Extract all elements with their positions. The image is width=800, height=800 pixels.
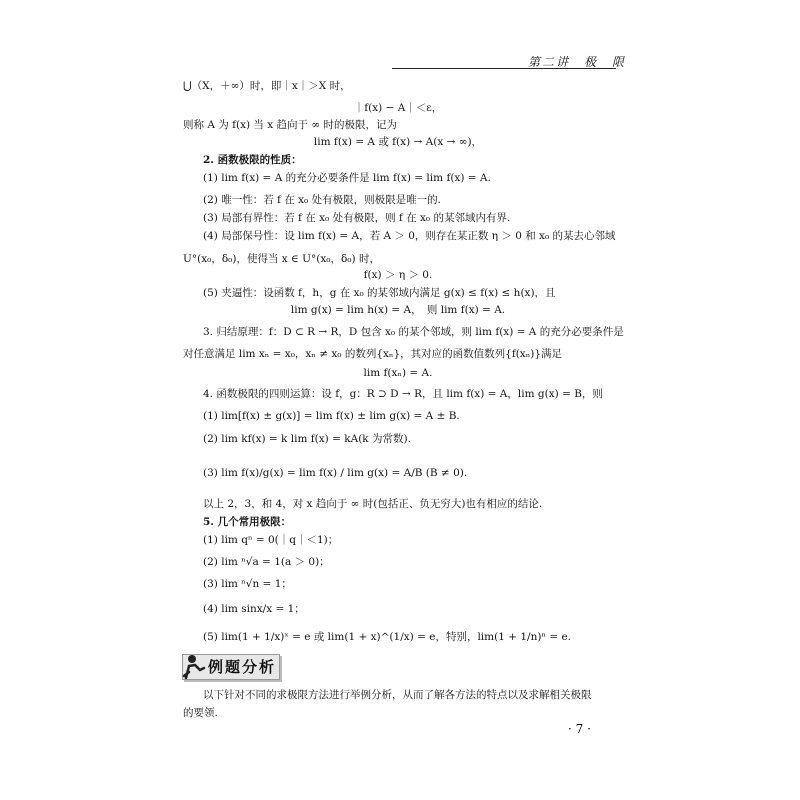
- text-line: (1) lim f(x) = A 的充分必要条件是 lim f(x) = lim f(x) = A.: [203, 172, 491, 184]
- text-line: U°(x₀，δ₀)，使得当 x ∈ U°(x₀，δ₀) 时，: [183, 253, 380, 265]
- text-line: (5) 夹逼性：设函数 f，h，g 在 x₀ 的某邻域内满足 g(x) ≤ f(x) ≤ h(x)，且: [203, 287, 556, 299]
- text-line: (3) 局部有界性：若 f 在 x₀ 处有极限，则 f 在 x₀ 的某邻域内有界.: [203, 212, 511, 224]
- text-line: (2) 唯一性：若 f 在 x₀ 处有极限，则极限是唯一的.: [203, 194, 441, 206]
- text-line: 以上 2，3，和 4，对 x 趋向于 ∞ 时(包括正、负无穷大)也有相应的结论.: [203, 498, 543, 510]
- text-line: 对任意满足 lim xₙ = x₀，xₙ ≠ x₀ 的数列{xₙ}，其对应的函数值数列{f(xₙ)}满足: [183, 348, 563, 360]
- text-line: (3) lim f(x)/g(x) = lim f(x) / lim g(x) = A/B (B ≠ 0).: [203, 467, 468, 479]
- text-line: 以下针对不同的求极限方法进行举例分析，从而了解各方法的特点以及求解相关极限: [203, 689, 592, 701]
- section-heading: 5. 几个常用极限：: [203, 516, 292, 528]
- text-line: (1) lim qⁿ = 0(｜q｜＜1)；: [203, 534, 339, 546]
- text-line: (2) lim kf(x) = k lim f(x) = kA(k 为常数).: [203, 433, 411, 445]
- text-line: 的要领.: [183, 707, 218, 719]
- formula-line: ｜f(x) − A｜＜ε，: [353, 102, 443, 114]
- page-number: · 7 ·: [568, 722, 591, 736]
- text-line: 4. 函数极限的四则运算：设 f，g：R ⊃ D → R，且 lim f(x) = A，lim g(x) = B，则: [203, 388, 603, 400]
- thinking-figure-icon: [180, 652, 208, 680]
- formula-line: lim f(xₙ) = A.: [363, 367, 433, 379]
- formula-line: lim g(x) = lim h(x) = A， 则 lim f(x) = A.: [290, 304, 506, 316]
- text-line: ⋃（X，＋∞）时，即｜x｜＞X 时，: [183, 80, 351, 92]
- text-line: (1) lim[f(x) ± g(x)] = lim f(x) ± lim g(x) = A ± B.: [203, 410, 460, 422]
- text-line: (4) lim sinx/x = 1；: [203, 603, 305, 615]
- header-rule: [392, 68, 616, 69]
- section-heading: 2. 函数极限的性质：: [203, 154, 302, 166]
- text-line: 则称 A 为 f(x) 当 x 趋向于 ∞ 时的极限，记为: [183, 119, 397, 131]
- section-banner-label: 例题分析: [208, 658, 277, 676]
- text-line: (4) 局部保号性：设 lim f(x) = A，若 A ＞ 0，则存在某正数 η ＞ 0 和 x₀ 的某去心邻域: [203, 230, 616, 242]
- text-line: (3) lim ⁿ√n = 1；: [203, 578, 292, 590]
- formula-line: lim f(x) = A 或 f(x) → A(x → ∞)，: [313, 136, 483, 148]
- text-line: (5) lim(1 + 1/x)ˣ = e 或 lim(1 + x)^(1/x) = e，特别，lim(1 + 1/n)ⁿ = e.: [203, 631, 572, 643]
- text-line: (2) lim ⁿ√a = 1(a ＞ 0)；: [203, 556, 330, 568]
- formula-line: f(x) ＞ η ＞ 0.: [363, 269, 433, 281]
- text-line: 3. 归结原理：f：D ⊂ R → R，D 包含 x₀ 的某个邻域，则 lim f(x) = A 的充分必要条件是: [203, 326, 624, 338]
- running-header: 第二讲 极 限: [528, 55, 627, 69]
